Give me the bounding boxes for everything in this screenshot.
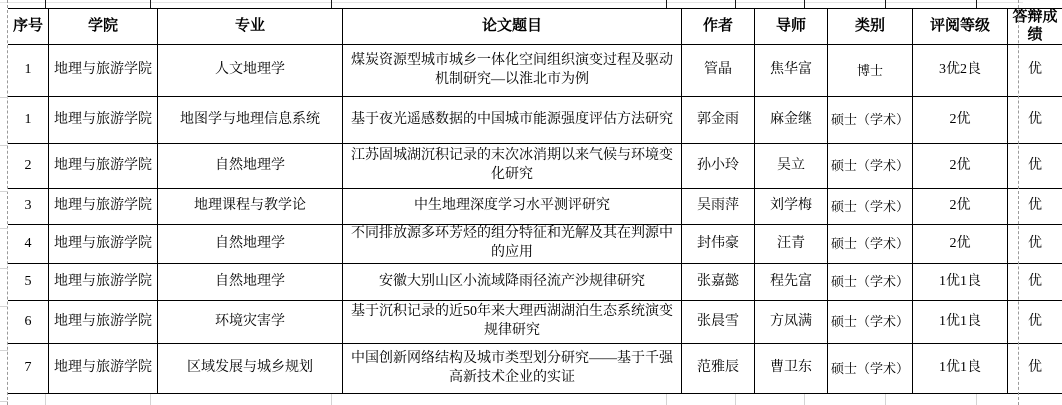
- table-row: [8, 264, 1062, 301]
- column-gridline-stub-bottom: [885, 394, 886, 405]
- cell-author[interactable]: 郭金雨: [682, 97, 755, 144]
- header-index[interactable]: 序号: [8, 9, 49, 45]
- cell-title[interactable]: 中生地理深度学习水平测评研究: [343, 189, 682, 225]
- cell-defense-score[interactable]: 优: [1008, 344, 1062, 394]
- cell-college[interactable]: 地理与旅游学院: [49, 264, 158, 301]
- page-break-line-right: [1018, 0, 1019, 405]
- row-gridline-tick: [0, 350, 8, 351]
- cell-review-grade[interactable]: 3优2良: [913, 45, 1008, 97]
- cell-author[interactable]: 张晨雪: [682, 301, 755, 344]
- thesis-table: [8, 8, 1062, 394]
- cell-college[interactable]: 地理与旅游学院: [49, 189, 158, 225]
- header-college[interactable]: 学院: [49, 9, 158, 45]
- cell-title[interactable]: 煤炭资源型城市城乡一体化空间组织演变过程及驱动机制研究—以淮北市为例: [343, 45, 682, 97]
- cell-index[interactable]: 7: [8, 344, 49, 394]
- header-author[interactable]: 作者: [682, 9, 755, 45]
- column-border-stub-top: [976, 0, 977, 8]
- cell-review-grade[interactable]: 2优: [913, 225, 1008, 264]
- page-break-line-left: [7, 0, 8, 405]
- header-row: [8, 9, 1062, 45]
- cell-defense-score[interactable]: 优: [1008, 189, 1062, 225]
- column-border-stub-top: [735, 0, 736, 8]
- cell-category[interactable]: 博士: [828, 45, 913, 97]
- cell-advisor[interactable]: 刘学梅: [755, 189, 828, 225]
- table-row: [8, 144, 1062, 189]
- cell-advisor[interactable]: 方凤满: [755, 301, 828, 344]
- cell-index[interactable]: 1: [8, 97, 49, 144]
- cell-category[interactable]: 硕士（学术）: [828, 144, 913, 189]
- header-review_grade[interactable]: 评阅等级: [913, 9, 1008, 45]
- row-gridline-tick: [0, 191, 8, 192]
- column-gridline-stub-bottom: [804, 394, 805, 405]
- cell-index[interactable]: 6: [8, 301, 49, 344]
- cell-major[interactable]: 人文地理学: [158, 45, 343, 97]
- row-gridline-tick: [0, 145, 8, 146]
- cell-major[interactable]: 环境灾害学: [158, 301, 343, 344]
- cell-title[interactable]: 中国创新网络结构及城市类型划分研究——基于千强高新技术企业的实证: [343, 344, 682, 394]
- column-border-stub-top: [666, 0, 667, 8]
- cell-category[interactable]: 硕士（学术）: [828, 264, 913, 301]
- top-gridline: [0, 2, 1023, 3]
- header-major[interactable]: 专业: [158, 9, 343, 45]
- column-gridline-stub-bottom: [666, 394, 667, 405]
- cell-college[interactable]: 地理与旅游学院: [49, 144, 158, 189]
- cell-major[interactable]: 自然地理学: [158, 144, 343, 189]
- row-gridline-tick: [0, 268, 8, 269]
- header-category[interactable]: 类别: [828, 9, 913, 45]
- cell-defense-score[interactable]: 优: [1008, 144, 1062, 189]
- row-gridline-tick: [0, 401, 8, 402]
- cell-college[interactable]: 地理与旅游学院: [49, 344, 158, 394]
- row-gridline-tick: [0, 228, 8, 229]
- column-gridline-stub-bottom: [735, 394, 736, 405]
- header-defense_score[interactable]: 答辩成绩: [1008, 9, 1062, 45]
- column-gridline-stub-bottom: [976, 394, 977, 405]
- cell-author[interactable]: 封伟豪: [682, 225, 755, 264]
- cell-advisor[interactable]: 焦华富: [755, 45, 828, 97]
- cell-major[interactable]: 地图学与地理信息系统: [158, 97, 343, 144]
- cell-defense-score[interactable]: 优: [1008, 264, 1062, 301]
- cell-defense-score[interactable]: 优: [1008, 97, 1062, 144]
- cell-major[interactable]: 区域发展与城乡规划: [158, 344, 343, 394]
- table-row: [8, 45, 1062, 97]
- cell-index[interactable]: 5: [8, 264, 49, 301]
- cell-advisor[interactable]: 曹卫东: [755, 344, 828, 394]
- cell-category[interactable]: 硕士（学术）: [828, 344, 913, 394]
- column-border-stub-top: [331, 0, 332, 8]
- cell-major[interactable]: 自然地理学: [158, 225, 343, 264]
- cell-index[interactable]: 1: [8, 45, 49, 97]
- cell-author[interactable]: 孙小玲: [682, 144, 755, 189]
- cell-college[interactable]: 地理与旅游学院: [49, 45, 158, 97]
- cell-college[interactable]: 地理与旅游学院: [49, 301, 158, 344]
- cell-review-grade[interactable]: 1优1良: [913, 344, 1008, 394]
- cell-review-grade[interactable]: 2优: [913, 144, 1008, 189]
- cell-author[interactable]: 范雅辰: [682, 344, 755, 394]
- cell-category[interactable]: 硕士（学术）: [828, 189, 913, 225]
- cell-category[interactable]: 硕士（学术）: [828, 301, 913, 344]
- column-gridline-stub-bottom: [150, 394, 151, 405]
- cell-title[interactable]: 基于夜光遥感数据的中国城市能源强度评估方法研究: [343, 97, 682, 144]
- cell-author[interactable]: 吴雨萍: [682, 189, 755, 225]
- cell-category[interactable]: 硕士（学术）: [828, 97, 913, 144]
- cell-advisor[interactable]: 汪青: [755, 225, 828, 264]
- cell-title[interactable]: 基于沉积记录的近50年来大理西湖湖泊生态系统演变规律研究: [343, 301, 682, 344]
- cell-defense-score[interactable]: 优: [1008, 45, 1062, 97]
- cell-author[interactable]: 管晶: [682, 45, 755, 97]
- table-row: [8, 301, 1062, 344]
- header-title[interactable]: 论文题目: [343, 9, 682, 45]
- cell-review-grade[interactable]: 1优1良: [913, 301, 1008, 344]
- cell-title[interactable]: 不同排放源多环芳烃的组分特征和光解及其在判源中的应用: [343, 225, 682, 264]
- cell-review-grade[interactable]: 1优1良: [913, 264, 1008, 301]
- cell-category[interactable]: 硕士（学术）: [828, 225, 913, 264]
- cell-defense-score[interactable]: 优: [1008, 301, 1062, 344]
- cell-college[interactable]: 地理与旅游学院: [49, 97, 158, 144]
- column-border-stub-top: [885, 0, 886, 8]
- cell-major[interactable]: 地理课程与教学论: [158, 189, 343, 225]
- table-row: [8, 189, 1062, 225]
- column-border-stub-top: [804, 0, 805, 8]
- cell-review-grade[interactable]: 2优: [913, 97, 1008, 144]
- column-gridline-stub-bottom: [331, 394, 332, 405]
- cell-index[interactable]: 2: [8, 144, 49, 189]
- table-row: [8, 225, 1062, 264]
- row-gridline-tick: [0, 306, 8, 307]
- column-border-stub-top: [45, 0, 46, 8]
- cell-college[interactable]: 地理与旅游学院: [49, 225, 158, 264]
- cell-advisor[interactable]: 程先富: [755, 264, 828, 301]
- table-row: [8, 97, 1062, 144]
- cell-index[interactable]: 3: [8, 189, 49, 225]
- cell-title[interactable]: 安徽大别山区小流域降雨径流产沙规律研究: [343, 264, 682, 301]
- cell-major[interactable]: 自然地理学: [158, 264, 343, 301]
- cell-index[interactable]: 4: [8, 225, 49, 264]
- column-border-stub-top: [150, 0, 151, 8]
- cell-advisor[interactable]: 吴立: [755, 144, 828, 189]
- row-gridline-tick: [0, 97, 8, 98]
- cell-author[interactable]: 张嘉懿: [682, 264, 755, 301]
- cell-title[interactable]: 江苏固城湖沉积记录的末次冰消期以来气候与环境变化研究: [343, 144, 682, 189]
- cell-review-grade[interactable]: 2优: [913, 189, 1008, 225]
- cell-advisor[interactable]: 麻金继: [755, 97, 828, 144]
- table-row: [8, 344, 1062, 394]
- header-advisor[interactable]: 导师: [755, 9, 828, 45]
- cell-defense-score[interactable]: 优: [1008, 225, 1062, 264]
- column-gridline-stub-bottom: [45, 394, 46, 405]
